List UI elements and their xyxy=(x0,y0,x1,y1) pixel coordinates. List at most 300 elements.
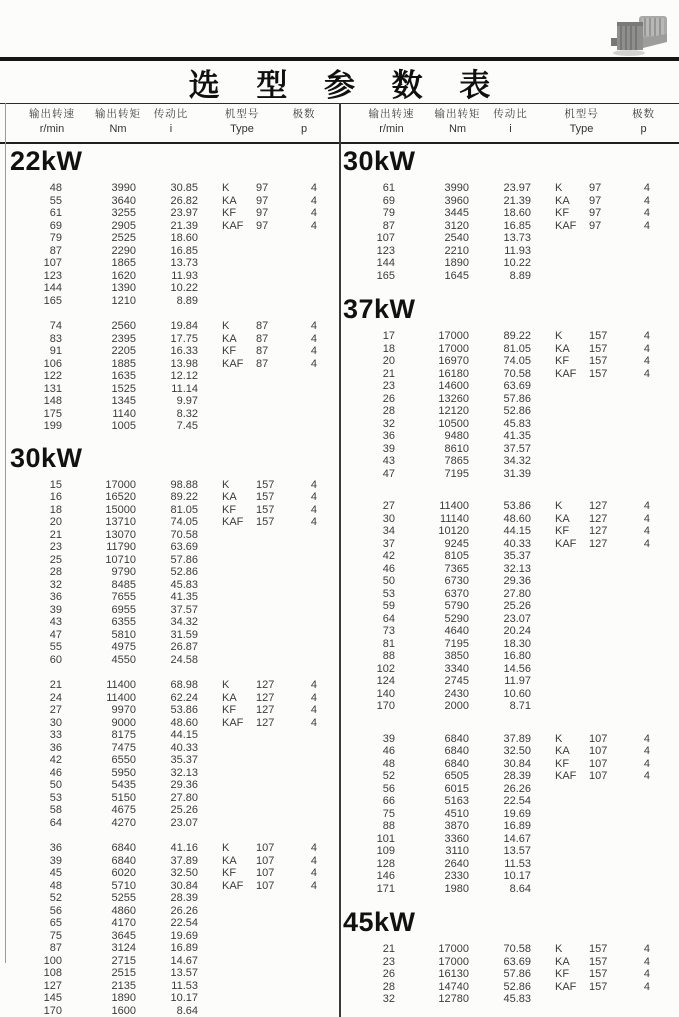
output-speed-cell: 25 xyxy=(49,553,62,566)
ratio-cell: 9.97 xyxy=(176,395,198,407)
output-torque-cell: 17000 xyxy=(105,478,136,491)
output-torque-cell: 1635 xyxy=(111,370,136,382)
poles-cell xyxy=(290,792,317,805)
table-row xyxy=(10,370,339,383)
output-speed-cell: 91 xyxy=(49,345,62,357)
ratio-block xyxy=(10,182,339,307)
output-speed-cell: 21 xyxy=(49,679,62,691)
ratio-cell: 40.33 xyxy=(503,537,531,550)
output-speed-cell: 75 xyxy=(382,807,395,820)
ratio-cell: 8.64 xyxy=(509,882,531,895)
column-header-unit: r/min xyxy=(379,123,404,135)
type-size-cell xyxy=(589,600,623,613)
type-size-cell xyxy=(589,257,623,270)
type-size-cell: 107 xyxy=(256,879,275,892)
output-torque-cell: 17000 xyxy=(438,943,469,955)
output-torque-cell: 4640 xyxy=(444,625,469,637)
output-torque-cell: 7475 xyxy=(111,741,136,754)
poles-cell xyxy=(623,833,650,846)
poles-cell: 4 xyxy=(310,320,317,332)
type-size-cell xyxy=(256,942,290,955)
type-size-cell xyxy=(589,870,623,883)
ratio-cell: 18.30 xyxy=(503,637,531,650)
section-title: 45kW xyxy=(343,907,416,937)
output-speed-cell: 36 xyxy=(382,430,395,442)
type-name-cell: K xyxy=(222,478,230,491)
type-name-cell xyxy=(555,600,589,613)
table-row xyxy=(10,729,339,742)
table-row xyxy=(10,282,339,295)
table-row xyxy=(10,554,339,567)
table-row xyxy=(10,754,339,767)
ratio-cell: 21.39 xyxy=(503,194,531,207)
ratio-cell: 53.86 xyxy=(170,704,198,716)
type-name-cell: KA xyxy=(222,691,237,704)
panel-right xyxy=(343,146,679,1017)
ratio-cell: 44.15 xyxy=(503,525,531,537)
table-row xyxy=(10,333,339,346)
type-name-cell: KF xyxy=(555,207,570,219)
ratio-cell: 30.85 xyxy=(170,182,198,194)
ratio-cell: 28.39 xyxy=(170,892,198,904)
ratio-cell: 8.32 xyxy=(176,407,198,420)
output-speed-cell: 43 xyxy=(49,616,62,628)
table-row xyxy=(10,867,339,880)
output-torque-cell: 3640 xyxy=(111,194,136,207)
output-speed-cell: 27 xyxy=(49,704,62,716)
output-speed-cell: 170 xyxy=(376,700,395,712)
type-size-cell xyxy=(256,232,290,245)
table-row xyxy=(10,257,339,270)
table-row xyxy=(10,345,339,358)
ratio-cell: 25.26 xyxy=(503,600,531,612)
output-torque-cell: 6840 xyxy=(444,732,469,745)
output-torque-cell: 4270 xyxy=(111,816,136,829)
type-size-cell xyxy=(256,804,290,817)
output-torque-cell: 7655 xyxy=(111,591,136,603)
output-torque-cell: 6955 xyxy=(111,603,136,616)
poles-cell xyxy=(623,993,650,1006)
poles-cell xyxy=(623,795,650,808)
table-row xyxy=(10,395,339,408)
type-name-cell xyxy=(222,729,256,742)
type-name-cell: K xyxy=(555,732,563,745)
type-name-cell xyxy=(222,779,256,792)
output-torque-cell: 4975 xyxy=(111,641,136,653)
type-size-cell xyxy=(256,408,290,421)
output-torque-cell: 1885 xyxy=(111,357,136,370)
column-header xyxy=(428,107,488,137)
type-name-cell: KAF xyxy=(555,980,577,993)
column-header-zh: 输出转速 xyxy=(368,108,415,120)
poles-cell xyxy=(623,443,650,456)
output-torque-cell: 6020 xyxy=(111,867,136,879)
output-speed-cell: 28 xyxy=(382,405,395,417)
type-name-cell xyxy=(555,245,589,258)
type-name-cell: K xyxy=(222,679,230,691)
output-speed-cell: 127 xyxy=(43,979,62,992)
poles-cell xyxy=(290,742,317,755)
output-speed-cell: 87 xyxy=(382,219,395,232)
table-row xyxy=(343,795,679,808)
type-size-cell xyxy=(256,654,290,667)
output-speed-cell: 42 xyxy=(49,754,62,766)
type-name-cell xyxy=(222,616,256,629)
table-row xyxy=(343,858,679,871)
ratio-cell: 26.87 xyxy=(170,641,198,653)
table-row xyxy=(343,443,679,456)
poles-cell xyxy=(290,566,317,579)
output-torque-cell: 10710 xyxy=(105,553,136,566)
ratio-cell: 45.83 xyxy=(170,578,198,591)
poles-cell xyxy=(290,245,317,258)
output-torque-cell: 13260 xyxy=(438,392,469,405)
output-speed-cell: 18 xyxy=(382,342,395,355)
poles-cell xyxy=(290,767,317,780)
table-row xyxy=(10,320,339,333)
table-row xyxy=(343,600,679,613)
output-speed-cell: 15 xyxy=(49,478,62,491)
table-row xyxy=(10,980,339,993)
ratio-cell: 20.24 xyxy=(503,625,531,637)
type-size-cell xyxy=(589,795,623,808)
output-speed-cell: 21 xyxy=(49,528,62,541)
type-size-cell xyxy=(589,638,623,651)
output-speed-cell: 43 xyxy=(382,455,395,467)
output-speed-cell: 140 xyxy=(376,687,395,700)
ratio-cell: 14.67 xyxy=(170,954,198,967)
type-size-cell xyxy=(256,905,290,918)
type-name-cell: KAF xyxy=(555,770,577,782)
type-size-cell xyxy=(256,817,290,830)
type-size-cell: 97 xyxy=(256,207,269,219)
type-size-cell xyxy=(589,808,623,821)
output-torque-cell: 6840 xyxy=(111,842,136,854)
output-torque-cell: 3870 xyxy=(444,820,469,832)
type-size-cell xyxy=(589,993,623,1006)
type-size-cell xyxy=(256,917,290,930)
poles-cell xyxy=(290,641,317,654)
output-speed-cell: 50 xyxy=(49,779,62,791)
ratio-cell: 10.17 xyxy=(170,992,198,1004)
output-torque-cell: 16520 xyxy=(105,491,136,503)
table-row xyxy=(343,981,679,994)
ratio-cell: 63.69 xyxy=(503,380,531,392)
table-row xyxy=(343,418,679,431)
table-row xyxy=(10,779,339,792)
table-row xyxy=(343,513,679,526)
type-name-cell xyxy=(222,383,256,396)
type-name-cell xyxy=(222,892,256,905)
column-header xyxy=(282,107,326,137)
type-name-cell xyxy=(555,820,589,833)
output-torque-cell: 1210 xyxy=(111,294,136,307)
output-torque-cell: 4550 xyxy=(111,653,136,666)
table-row xyxy=(343,588,679,601)
output-speed-cell: 48 xyxy=(49,182,62,194)
output-torque-cell: 2210 xyxy=(444,244,469,257)
column-header xyxy=(146,107,196,137)
output-torque-cell: 6015 xyxy=(444,782,469,795)
output-speed-cell: 50 xyxy=(382,575,395,587)
output-speed-cell: 16 xyxy=(49,491,62,503)
output-torque-cell: 2640 xyxy=(444,857,469,870)
poles-cell xyxy=(623,393,650,406)
type-size-cell: 127 xyxy=(256,691,275,704)
output-torque-cell: 3340 xyxy=(444,662,469,675)
table-row xyxy=(10,955,339,968)
table-row xyxy=(10,742,339,755)
type-size-cell xyxy=(589,833,623,846)
table-row xyxy=(343,808,679,821)
poles-cell xyxy=(623,808,650,821)
table-row xyxy=(343,783,679,796)
output-torque-cell: 6840 xyxy=(444,757,469,770)
output-speed-cell: 66 xyxy=(382,795,395,807)
type-name-cell xyxy=(555,430,589,443)
table-row xyxy=(10,358,339,371)
poles-cell: 4 xyxy=(643,342,650,355)
type-name-cell xyxy=(222,654,256,667)
output-torque-cell: 14600 xyxy=(438,380,469,392)
poles-cell: 4 xyxy=(643,770,650,782)
output-torque-cell: 15000 xyxy=(105,503,136,516)
output-speed-cell: 58 xyxy=(49,804,62,816)
type-name-cell: KAF xyxy=(222,219,244,232)
type-size-cell: 157 xyxy=(256,516,275,528)
type-size-cell xyxy=(256,980,290,993)
table-row xyxy=(10,195,339,208)
column-header-zh: 极数 xyxy=(632,108,655,120)
output-speed-cell: 107 xyxy=(376,232,395,244)
column-header-unit: Nm xyxy=(109,123,127,135)
type-size-cell: 97 xyxy=(589,182,602,194)
type-size-cell: 107 xyxy=(256,842,275,854)
table-row xyxy=(343,270,679,283)
type-size-cell xyxy=(256,370,290,383)
output-speed-cell: 60 xyxy=(49,653,62,666)
output-speed-cell: 75 xyxy=(49,929,62,942)
output-torque-cell: 16130 xyxy=(438,968,469,980)
table-row xyxy=(343,343,679,356)
type-name-cell: KA xyxy=(555,955,570,968)
ratio-cell: 35.37 xyxy=(170,754,198,766)
poles-cell xyxy=(290,892,317,905)
column-header-unit: r/min xyxy=(39,123,65,135)
power-section xyxy=(343,909,679,1006)
output-torque-cell: 3850 xyxy=(444,650,469,662)
table-row xyxy=(10,420,339,433)
output-speed-cell: 23 xyxy=(49,541,62,553)
ratio-cell: 26.26 xyxy=(170,904,198,917)
type-name-cell xyxy=(555,845,589,858)
ratio-cell: 89.22 xyxy=(170,491,198,503)
type-name-cell xyxy=(222,967,256,980)
table-row xyxy=(10,855,339,868)
poles-cell xyxy=(623,650,650,663)
table-row xyxy=(343,638,679,651)
type-size-cell: 157 xyxy=(589,367,608,380)
poles-cell: 4 xyxy=(310,716,317,729)
output-torque-cell: 8610 xyxy=(444,442,469,455)
table-row xyxy=(10,917,339,930)
output-torque-cell: 8175 xyxy=(111,729,136,741)
ratio-cell: 12.12 xyxy=(170,370,198,382)
type-name-cell xyxy=(555,468,589,481)
poles-cell: 4 xyxy=(643,500,650,512)
type-size-cell xyxy=(256,579,290,592)
output-torque-cell: 17000 xyxy=(438,330,469,342)
ratio-cell: 57.86 xyxy=(170,553,198,566)
output-speed-cell: 145 xyxy=(43,992,62,1004)
table-row xyxy=(343,758,679,771)
output-speed-cell: 59 xyxy=(382,600,395,612)
type-name-cell: KAF xyxy=(222,716,244,729)
ratio-cell: 37.57 xyxy=(503,442,531,455)
ratio-block xyxy=(10,679,339,829)
page-edge-line xyxy=(5,103,6,963)
type-size-cell: 127 xyxy=(256,716,275,729)
poles-cell: 4 xyxy=(310,219,317,232)
type-name-cell xyxy=(222,980,256,993)
output-torque-cell: 12120 xyxy=(438,405,469,417)
ratio-cell: 8.89 xyxy=(176,294,198,307)
type-name-cell xyxy=(222,282,256,295)
ratio-cell: 32.50 xyxy=(170,867,198,879)
type-size-cell xyxy=(256,282,290,295)
type-size-cell xyxy=(256,529,290,542)
power-section xyxy=(10,148,339,433)
ratio-cell: 25.26 xyxy=(170,804,198,816)
output-torque-cell: 3990 xyxy=(111,182,136,194)
type-name-cell xyxy=(555,575,589,588)
column-header-zh: 传动比 xyxy=(153,108,189,120)
output-torque-cell: 4860 xyxy=(111,904,136,917)
output-speed-cell: 47 xyxy=(382,467,395,480)
type-name-cell xyxy=(222,629,256,642)
output-torque-cell: 6355 xyxy=(111,616,136,628)
output-speed-cell: 21 xyxy=(382,367,395,380)
output-torque-cell: 13070 xyxy=(105,528,136,541)
type-size-cell xyxy=(256,629,290,642)
poles-cell xyxy=(290,257,317,270)
type-size-cell xyxy=(256,257,290,270)
poles-cell xyxy=(623,663,650,676)
poles-cell: 4 xyxy=(310,516,317,528)
output-speed-cell: 79 xyxy=(49,232,62,244)
table-row xyxy=(10,220,339,233)
table-row xyxy=(343,943,679,956)
type-name-cell xyxy=(222,295,256,308)
type-name-cell: KF xyxy=(222,503,237,516)
table-row xyxy=(10,767,339,780)
output-speed-cell: 45 xyxy=(49,867,62,879)
table-row xyxy=(10,641,339,654)
type-name-cell xyxy=(222,395,256,408)
output-speed-cell: 148 xyxy=(43,395,62,407)
output-torque-cell: 5810 xyxy=(111,628,136,641)
type-name-cell xyxy=(222,742,256,755)
poles-cell xyxy=(290,616,317,629)
ratio-cell: 57.86 xyxy=(503,392,531,405)
column-header xyxy=(88,107,148,137)
type-name-cell: K xyxy=(555,182,563,194)
type-size-cell xyxy=(256,616,290,629)
ratio-cell: 10.60 xyxy=(503,687,531,700)
output-speed-cell: 30 xyxy=(49,716,62,729)
output-speed-cell: 39 xyxy=(49,603,62,616)
type-name-cell xyxy=(555,638,589,651)
ratio-cell: 34.32 xyxy=(503,455,531,467)
poles-cell xyxy=(623,883,650,896)
poles-cell xyxy=(623,858,650,871)
ratio-cell: 40.33 xyxy=(170,741,198,754)
type-size-cell xyxy=(256,383,290,396)
type-name-cell: K xyxy=(555,330,563,342)
poles-cell xyxy=(290,1005,317,1017)
type-size-cell xyxy=(589,563,623,576)
output-speed-cell: 39 xyxy=(49,854,62,867)
output-speed-cell: 106 xyxy=(43,357,62,370)
type-name-cell: KA xyxy=(222,854,237,867)
ratio-cell: 70.58 xyxy=(503,943,531,955)
type-size-cell xyxy=(589,245,623,258)
output-speed-cell: 61 xyxy=(382,182,395,194)
table-row xyxy=(343,575,679,588)
type-size-cell xyxy=(589,232,623,245)
output-speed-cell: 102 xyxy=(376,662,395,675)
table-row xyxy=(343,675,679,688)
type-name-cell: KF xyxy=(555,355,570,367)
type-name-cell xyxy=(555,870,589,883)
poles-cell: 4 xyxy=(310,345,317,357)
type-size-cell: 127 xyxy=(589,500,608,512)
type-name-cell: KA xyxy=(555,194,570,207)
ratio-cell: 13.73 xyxy=(503,232,531,244)
type-size-cell: 107 xyxy=(589,757,608,770)
output-speed-cell: 30 xyxy=(382,512,395,525)
ratio-cell: 62.24 xyxy=(170,691,198,704)
ratio-cell: 34.32 xyxy=(170,616,198,628)
type-name-cell: KA xyxy=(222,194,237,207)
type-name-cell xyxy=(555,795,589,808)
ratio-block xyxy=(343,500,679,713)
poles-cell: 4 xyxy=(310,357,317,370)
poles-cell: 4 xyxy=(643,968,650,980)
output-torque-cell: 14740 xyxy=(438,980,469,993)
type-name-cell xyxy=(555,443,589,456)
ratio-cell: 70.58 xyxy=(503,367,531,380)
output-speed-cell: 81 xyxy=(382,637,395,650)
output-torque-cell: 5710 xyxy=(111,879,136,892)
output-speed-cell: 124 xyxy=(376,675,395,687)
type-name-cell xyxy=(222,245,256,258)
output-speed-cell: 23 xyxy=(382,380,395,392)
output-speed-cell: 26 xyxy=(382,392,395,405)
column-header-unit: p xyxy=(640,123,647,135)
ratio-cell: 45.83 xyxy=(503,417,531,430)
poles-cell: 4 xyxy=(643,980,650,993)
output-speed-cell: 123 xyxy=(43,269,62,282)
type-name-cell xyxy=(222,232,256,245)
column-header-zh: 传动比 xyxy=(493,108,528,120)
poles-cell: 4 xyxy=(643,512,650,525)
output-torque-cell: 11400 xyxy=(106,679,136,691)
ratio-cell: 81.05 xyxy=(503,342,531,355)
poles-cell xyxy=(290,591,317,604)
output-speed-cell: 53 xyxy=(49,791,62,804)
table-row xyxy=(343,455,679,468)
